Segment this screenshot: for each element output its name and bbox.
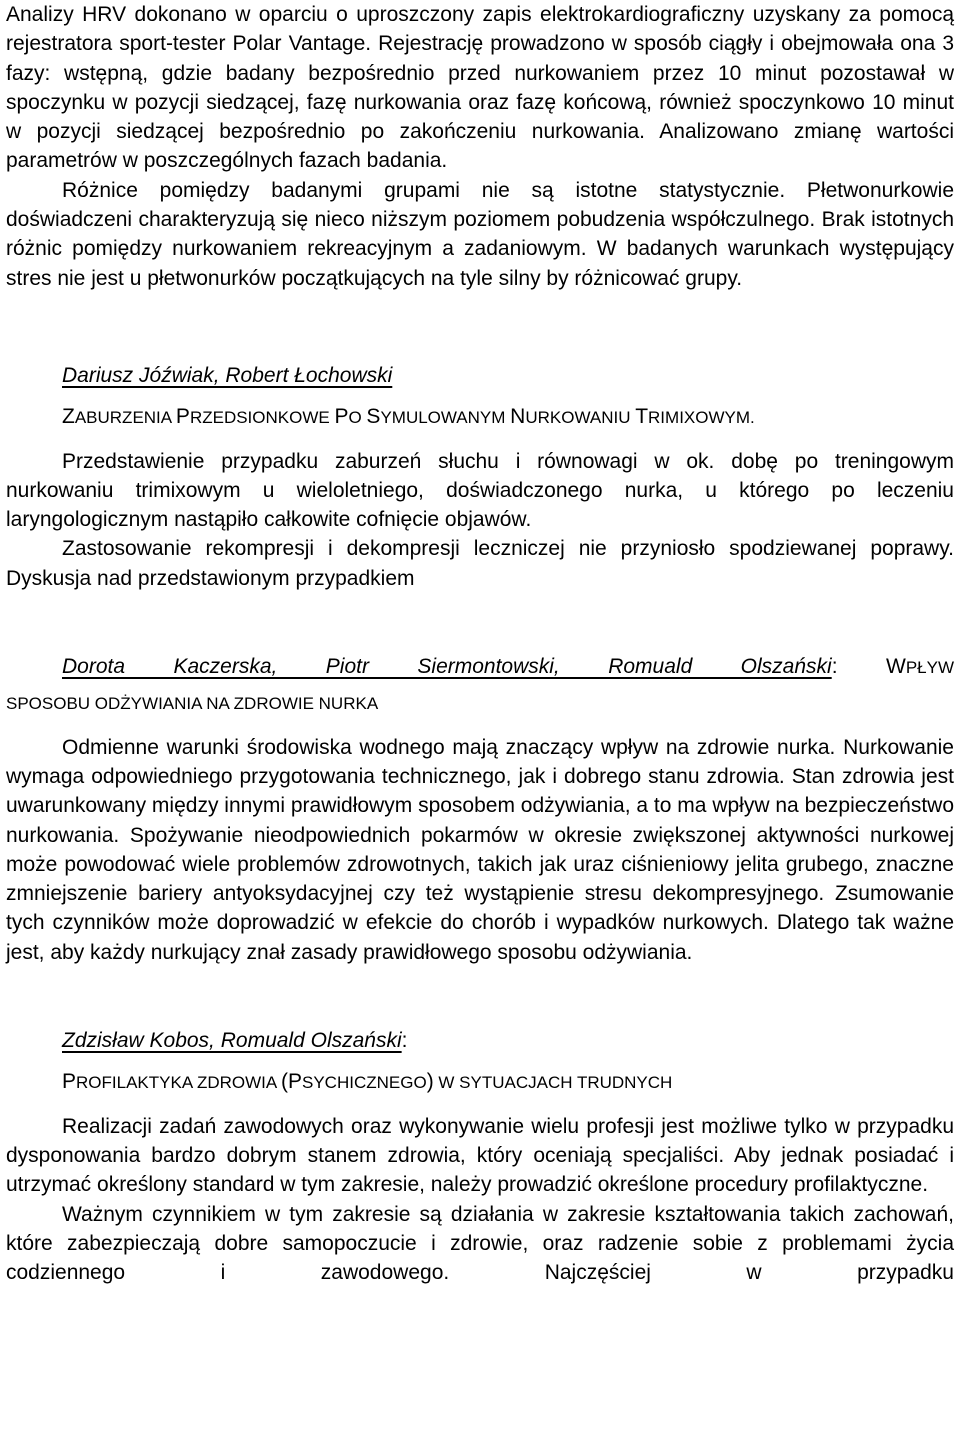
kaczerska-title-part: PŁYW (905, 658, 954, 678)
kobos-title-part: ROFILAKTYKA ZDROWIA (76, 1073, 281, 1093)
kobos-title-part: (P (281, 1070, 302, 1094)
kobos-paragraph-1: Realizacji zadań zawodowych oraz wykonywanie wielu profesji jest możliwe tylko w przypadku dysponowania bardzo dobrym stanem zdrowia, który oceniają specjaliści. Aby jednak posiadać i utrzymać określony standard w tym zakresie, należy prowadzić określone procedury profilaktyczne. (6, 1114, 954, 1197)
jozwiak-title-part: O (348, 408, 367, 428)
jozwiak-title-part: URKOWANIU (525, 408, 636, 428)
jozwiak-paragraph-2: Zastosowanie rekompresji i dekompresji leczniczej nie przyniosło spodziewanej poprawy. Dyskusja nad przedstawionym przypadkiem (6, 537, 954, 590)
kobos-paragraph-2: Ważnym czynnikiem w tym zakresie są działania w zakresie kształtowania takich zachowań, które zabezpieczają dobre samopoczucie i zdrowie, oraz radzenie sobie z problemami życia codziennego i zawodowego. Najczęściej w przypadku (6, 1202, 954, 1285)
jozwiak-title-part: RZEDSIONKOWE (189, 408, 335, 428)
kobos-title (6, 1067, 954, 1097)
jozwiak-title-part: ABURZENIA (74, 408, 176, 428)
kaczerska-heading (6, 652, 954, 682)
kobos-title-part: P (62, 1070, 77, 1094)
kobos-title-part: W SYTUACJACH TRUDNYCH (433, 1073, 673, 1093)
hrv-paragraph-2: Różnice pomiędzy badanymi grupami nie są istotne statystycznie. Płetwonurkowie doświadczeni charakteryzują się nieco niższym poziomem pobudzenia współczulnego. Brak istotnych różnic pomiędzy nurkowaniem rekreacyjnym a zadaniowym. W badanych warunkach występujący stres nie jest u płetwonurków początkujących na tyle silny by różnicować grupy. (6, 178, 954, 290)
jozwiak-title-part: Z (62, 405, 75, 429)
jozwiak-title-part: YMULOWANYM (380, 408, 511, 428)
kobos-authors-sep: : (401, 1029, 408, 1053)
jozwiak-authors (6, 361, 954, 390)
jozwiak-authors-text: Dariusz Jóźwiak, Robert Łochowski (62, 363, 393, 387)
jozwiak-title-part: P (175, 405, 190, 429)
hrv-paragraph-1: Analizy HRV dokonano w oparciu o uproszczony zapis elektrokardiograficzny uzyskany za pomocą rejestratora sport-tester Polar Vantage. Rejestrację prowadzono w sposób ciągły i obejmowała ona 3 fazy: wstępną, gdzie badany bezpośrednio przed nurkowaniem przez 10 minut pozostawał w spoczynku w pozycji siedzącej, fazę nurkowania oraz fazę końcową, również spoczynkowo 10 minut w pozycji siedzącej bezpośrednio po zakończeniu nurkowania. Analizowano zmianę wartości parametrów w poszczególnych fazach badania. (6, 3, 954, 173)
jozwiak-title-part: N (510, 405, 526, 429)
jozwiak-title (6, 402, 954, 432)
jozwiak-title-part: P (334, 405, 349, 429)
jozwiak-title-part: T (635, 405, 649, 429)
kobos-title-part: ) (426, 1070, 434, 1094)
kaczerska-paragraph-1: Odmienne warunki środowiska wodnego mają znaczący wpływ na zdrowie nurka. Nurkowanie wymaga odpowiedniego przygotowania technicznego, jak i dobrego stanu zdrowia. Stan zdrowia jest uwarunkowany między innymi prawidłowym sposobem odżywiania, a to ma wpływ na bezpieczeństwo nurkowania. Spożywanie nieodpowiednich pokarmów w okresie zwiększonej aktywności nurkowej może powodować wiele problemów zdrowotnych, takich jak uraz ciśnieniowy jelita grubego, znaczne zmniejszenie bariery antyoksydacyjnej czy też wystąpienie stresu dekompresyjnego. Zsumowanie tych czynników może doprowadzić w efekcie do chorób i wypadków nurkowych. Dlatego tak ważne jest, aby każdy nurkujący znał zasady prawidłowego sposobu odżywiania. (6, 735, 954, 964)
kaczerska-title-part: SPOSOBU ODŻYWIANIA NA ZDROWIE NURKA (6, 694, 379, 714)
kaczerska-authors: Dorota Kaczerska, Piotr Siermontowski, Romuald Olszański (62, 655, 832, 679)
jozwiak-title-part: S (366, 405, 381, 429)
kaczerska-authors-sep: : (831, 655, 886, 679)
kobos-title-part: SYCHICZNEGO (302, 1073, 427, 1093)
kobos-heading (6, 1026, 954, 1055)
kobos-authors: Zdzisław Kobos, Romuald Olszański (62, 1029, 402, 1053)
jozwiak-title-part: RIMIXOWYM. (648, 408, 755, 428)
jozwiak-paragraph-1: Przedstawienie przypadku zaburzeń słuchu i równowagi w ok. dobę po treningowym nurkowaniu trimixowym u wieloletniego, doświadczonego nurka, u którego po leczeniu laryngologicznym nastąpiło całkowite cofnięcie objawów. (6, 449, 954, 532)
kaczerska-title-cont (6, 688, 954, 718)
kaczerska-title-part: W (885, 655, 906, 679)
